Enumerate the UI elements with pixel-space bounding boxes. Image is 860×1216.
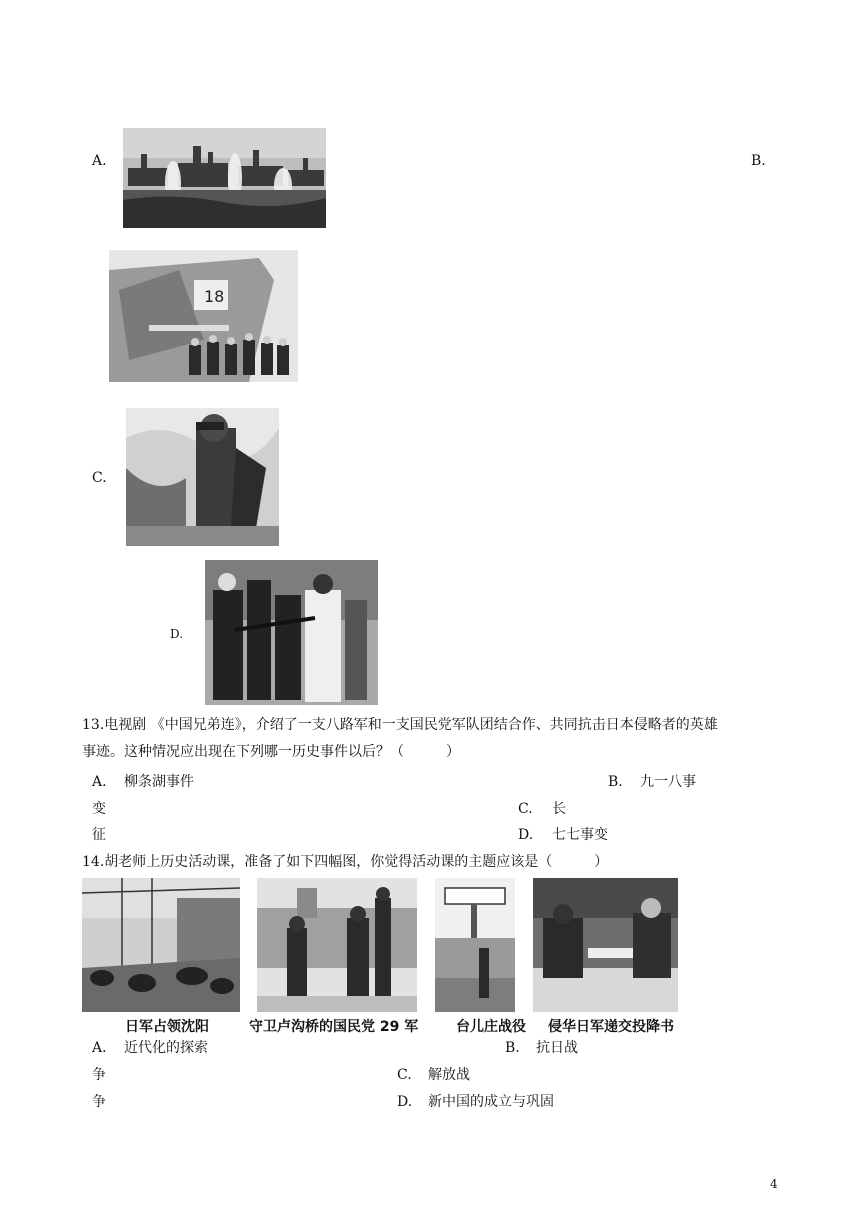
q12-option-d-photo: [205, 560, 378, 705]
q14-photo-1: [82, 878, 240, 1012]
q12-option-a-label: A.: [92, 153, 107, 169]
q14-photo-3: [435, 878, 515, 1012]
q14-caption-1: 日军占领沈阳: [125, 1019, 209, 1035]
q14-option-b-text: 抗日战: [536, 1040, 578, 1056]
page-number: 4: [770, 1177, 778, 1191]
q13-option-b-text: 九一八事: [640, 774, 696, 790]
q13-option-c-text: 长: [552, 801, 566, 817]
q14-caption-3: 台儿庄战役: [456, 1019, 526, 1035]
q12-option-b-photo: [109, 250, 298, 382]
q14-option-b-wrap: 争: [92, 1067, 106, 1083]
q12-option-b-label: B.: [751, 153, 766, 169]
q14-option-d-text: 新中国的成立与巩固: [428, 1094, 554, 1110]
q13-stem-line2: 事迹。这种情况应出现在下列哪一历史事件以后？（ ）: [82, 744, 460, 760]
q13-option-c-wrap: 征: [92, 827, 106, 843]
q14-option-c-label: C.: [397, 1067, 412, 1083]
q13-option-d-label: D.: [518, 827, 534, 843]
q13-stem-line1: 13.电视剧 《中国兄弟连》，介绍了一支八路军和一支国民党军队团结合作、共同抗击日本侵略者的英雄: [82, 717, 718, 733]
q14-stem: 14.胡老师上历史活动课，准备了如下四幅图，你觉得活动课的主题应该是（ ）: [82, 854, 609, 870]
q14-option-c-text: 解放战: [428, 1067, 470, 1083]
q13-option-a-text: 柳条湖事件: [124, 774, 194, 790]
q14-caption-2: 守卫卢沟桥的国民党 29 军: [249, 1019, 419, 1035]
q13-option-a-label: A.: [92, 774, 107, 790]
svg-text:18: 18: [204, 287, 225, 306]
q14-photo-4: [533, 878, 678, 1012]
q12-option-a-photo: [123, 128, 326, 228]
q12-option-c-label: C.: [92, 470, 107, 486]
q14-photo-2: [257, 878, 417, 1012]
q14-option-a-label: A.: [92, 1040, 107, 1056]
q13-option-b-wrap: 变: [92, 801, 106, 817]
q14-option-b-label: B.: [505, 1040, 520, 1056]
q12-option-d-label: D.: [170, 627, 184, 641]
q14-option-c-wrap: 争: [92, 1094, 106, 1110]
q14-option-a-text: 近代化的探索: [124, 1040, 208, 1056]
q13-option-c-label: C.: [518, 801, 533, 817]
q13-option-d-text: 七七事变: [552, 827, 608, 843]
q14-option-d-label: D.: [397, 1094, 413, 1110]
q13-option-b-label: B.: [608, 774, 623, 790]
q14-caption-4: 侵华日军递交投降书: [548, 1019, 674, 1035]
q12-option-c-photo: [126, 408, 279, 546]
